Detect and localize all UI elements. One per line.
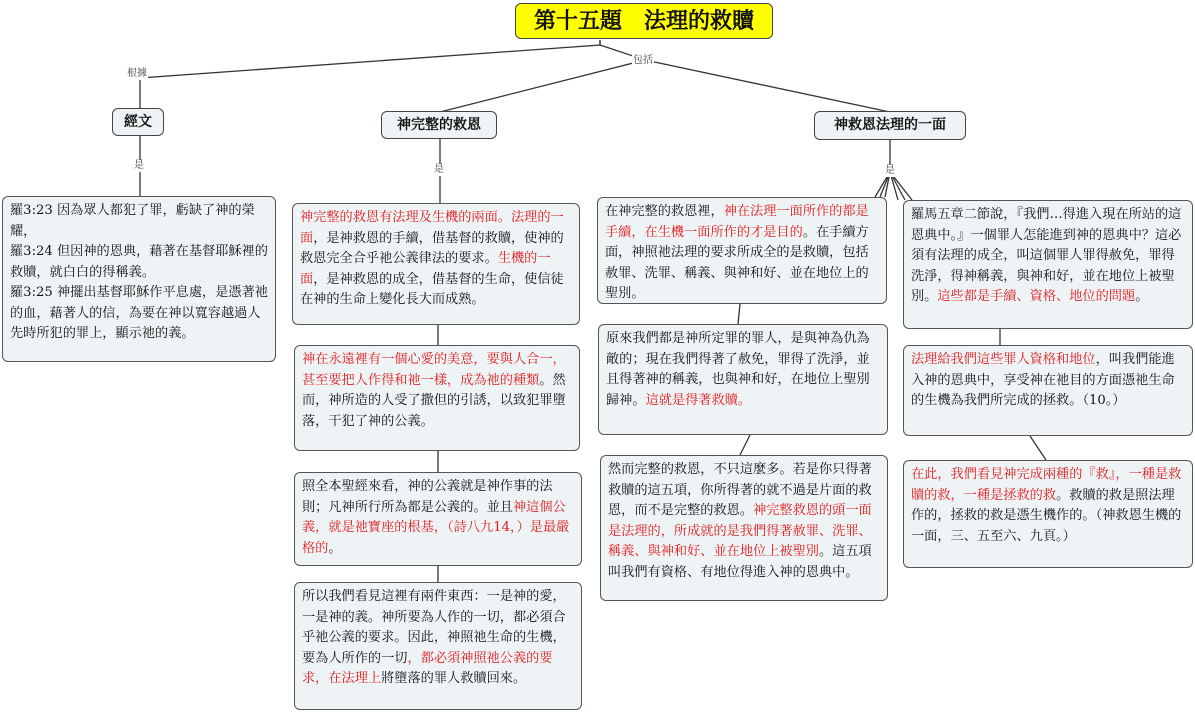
- diagram-title: 第十五題 法理的救贖: [515, 3, 773, 39]
- text-segment: 照全本聖經來看，神的公義就是神作事的法則；凡神所行所為都是公義的。並且: [302, 479, 553, 515]
- text-segment: 。在手續方面，神照祂法理的要求所成全的是救贖，包括赦罪、洗罪、稱義、與神和好、並在地位上的聖別。: [605, 224, 869, 301]
- scripture-box: [2, 196, 276, 362]
- text-segment: 。這五項叫我們有資格、有地位得進入神的恩典中。: [608, 544, 872, 580]
- text-segment: 所以我們看見這裡有兩件東西：一是神的愛，一是神的義。神所要為人作的一切，都必須合乎祂公義的要求。因此，神照祂生命的生機，要為人所作的一切: [302, 589, 566, 666]
- text-segment: 原來我們都是神所定罪的罪人，是與神為仇為敵的；現在我們得著了赦免，罪得了洗淨，並且得著神的稱義，也與神和好，在地位上聖別歸神。: [606, 331, 870, 408]
- text-segment: 神在永遠裡有一個心愛的美意，要與人合一，甚至要把人作得和祂一樣，成為祂的種類: [302, 352, 566, 388]
- edge-label-root-left: 根據: [127, 68, 147, 79]
- legal-side-box-3: [600, 455, 888, 601]
- complete-grace-box-3: [294, 472, 582, 566]
- text-segment: 這就是得著救贖。: [645, 392, 752, 408]
- legal-side-box-5: [903, 345, 1193, 436]
- edge-label-is-scripture: 是: [134, 160, 144, 171]
- edge-root-complete: [440, 40, 645, 112]
- text-segment: 。: [1135, 289, 1149, 304]
- text-segment: 在此，我們看見神完成兩種的『救』，一種是救贖的救，一種是拯救的救: [911, 467, 1182, 503]
- text-segment: 將墮落的罪人救贖回來。: [381, 671, 527, 686]
- text-segment: 神完整的救恩有法理及生機的兩面。法理的一面: [300, 210, 564, 246]
- text-segment: 神這個公義，就是祂寶座的根基，（詩八九14，）是最嚴格的: [302, 499, 570, 556]
- text-segment: 。救贖的救是照法理作的，拯救的救是憑生機作的。（神救恩生機的一面，三、五至六、九頁。）: [911, 487, 1182, 544]
- text-segment: 神完整救恩的頭一面是法理的，所成就的是我們得著赦罪、洗罪、稱義、與神和好、並在地位上被聖別: [608, 503, 872, 559]
- complete-grace-box-4: [294, 582, 582, 710]
- text-segment: 羅3:23 因為眾人都犯了罪，虧缺了神的榮耀，: [10, 203, 255, 239]
- text-segment: ，都必須神照祂公義的要求，在法理上: [302, 650, 553, 686]
- text-segment: ，叫我們能進入神的恩典中，享受神在祂目的方面憑祂生命的生機為我們所完成的拯救。（10。）: [911, 352, 1175, 408]
- edge-root-legal: [645, 60, 890, 112]
- text-segment: ，是神救恩的成全，借基督的生命，使信徒在神的生命上變化長大而成熟。: [300, 271, 564, 307]
- text-segment: 。然而，神所造的人受了撒但的引誘，以致犯罪墮落，干犯了神的公義。: [302, 372, 566, 429]
- header-scripture: 經文: [112, 108, 164, 136]
- legal-side-box-2: [598, 324, 888, 435]
- text-segment: 。: [328, 540, 342, 556]
- edge-s2-s3: [1030, 436, 1046, 460]
- edge-root-scripture: [140, 40, 600, 112]
- legal-side-box-6: [903, 460, 1193, 568]
- edge-label-is-complete: 是: [434, 164, 444, 175]
- edge-r2-r3: [740, 435, 750, 455]
- legal-side-box-1: [597, 197, 887, 304]
- legal-side-box-4: [903, 200, 1193, 329]
- text-segment: ，是神救恩的手續，借基督的救贖，使神的救恩完全合乎祂公義律法的要求。: [300, 230, 564, 266]
- header-legal-side: 神救恩法理的一面: [814, 111, 966, 140]
- complete-grace-box-1: [292, 203, 580, 325]
- edge-label-root-right: 包括: [633, 55, 653, 66]
- text-segment: 在神完整的救恩裡，: [605, 204, 724, 219]
- text-segment: 神在法理一面所作的都是手續，在生機一面所作的才是目的: [605, 204, 869, 240]
- text-segment: 這些都是手續、資格、地位的問題: [937, 289, 1136, 304]
- text-segment: 羅3:25 神擺出基督耶穌作平息處，是憑著祂的血，藉著人的信，為要在神以寬容越過人先時所犯的罪上，顯示祂的義。: [10, 285, 268, 341]
- text-segment: 然而完整的救恩，不只這麼多。若是你只得著救贖的這五項，你所得著的就不過是片面的救恩，而不是完整的救恩。: [608, 462, 872, 518]
- text-segment: 羅3:24 但因神的恩典，藉著在基督耶穌裡的救贖，就白白的得稱義。: [10, 244, 268, 280]
- header-complete-grace: 神完整的救恩: [381, 111, 497, 139]
- complete-grace-box-2: [294, 345, 580, 451]
- text-segment: 生機的一面: [300, 251, 551, 287]
- text-segment: 羅馬五章二節說，『我們…得進入現在所站的這恩典中。』一個罪人怎能進到神的恩典中？這必須有法理的成全，叫這個罪人罪得赦免，罪得洗淨，得神稱義，與神和好，並在地位上被聖別。: [911, 207, 1182, 304]
- text-segment: 法理給我們這些罪人資格和地位: [911, 352, 1096, 367]
- edge-label-is-legal: 是: [885, 165, 895, 176]
- edge-r1-r2: [738, 304, 740, 324]
